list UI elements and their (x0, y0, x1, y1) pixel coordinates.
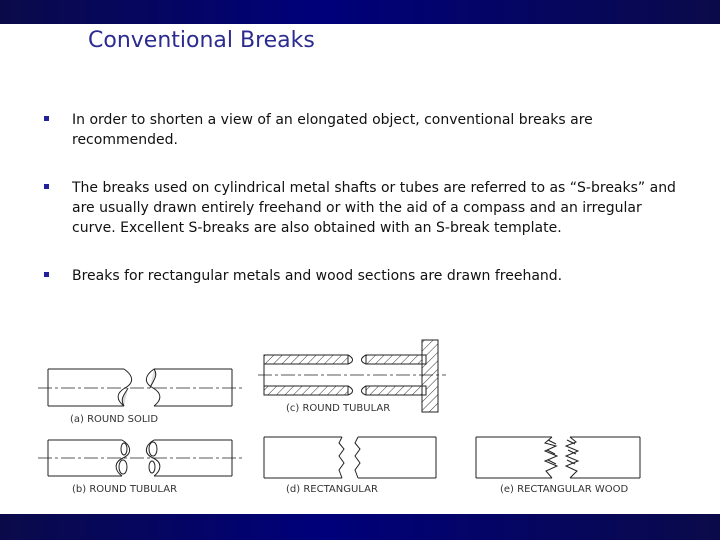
label-rectangular: (d) RECTANGULAR (286, 484, 378, 495)
label-rectangular-wood: (e) RECTANGULAR WOOD (500, 484, 629, 495)
label-round-tubular-c: (c) ROUND TUBULAR (286, 403, 391, 414)
conventional-breaks-figure (36, 338, 656, 502)
bullet-text: The breaks used on cylindrical metal shafts or tubes are referred to as “S-breaks” and are usually drawn entirely freehand or with the aid of a compass and an irregular curve. Excellent S-breaks are also obtained with an S-break template. (72, 180, 676, 236)
round-tubular-break-drawing (38, 440, 242, 476)
bullet-marker-icon (44, 116, 49, 121)
round-solid-break-drawing (38, 369, 242, 406)
rectangular-wood-break-drawing (476, 437, 640, 478)
round-tubular-section-drawing (258, 340, 446, 412)
bullet-marker-icon (44, 184, 49, 189)
bullet-marker-icon (44, 272, 49, 277)
bottom-band (0, 514, 720, 540)
bullet-text: In order to shorten a view of an elongated object, conventional breaks are recommended. (72, 112, 593, 148)
label-round-solid: (a) ROUND SOLID (70, 414, 159, 425)
bullet-text: Breaks for rectangular metals and wood sections are drawn freehand. (72, 268, 563, 284)
top-band (0, 0, 720, 24)
label-round-tubular-b: (b) ROUND TUBULAR (72, 484, 178, 495)
slide-title: Conventional Breaks (88, 28, 315, 53)
rectangular-break-drawing (264, 437, 436, 478)
